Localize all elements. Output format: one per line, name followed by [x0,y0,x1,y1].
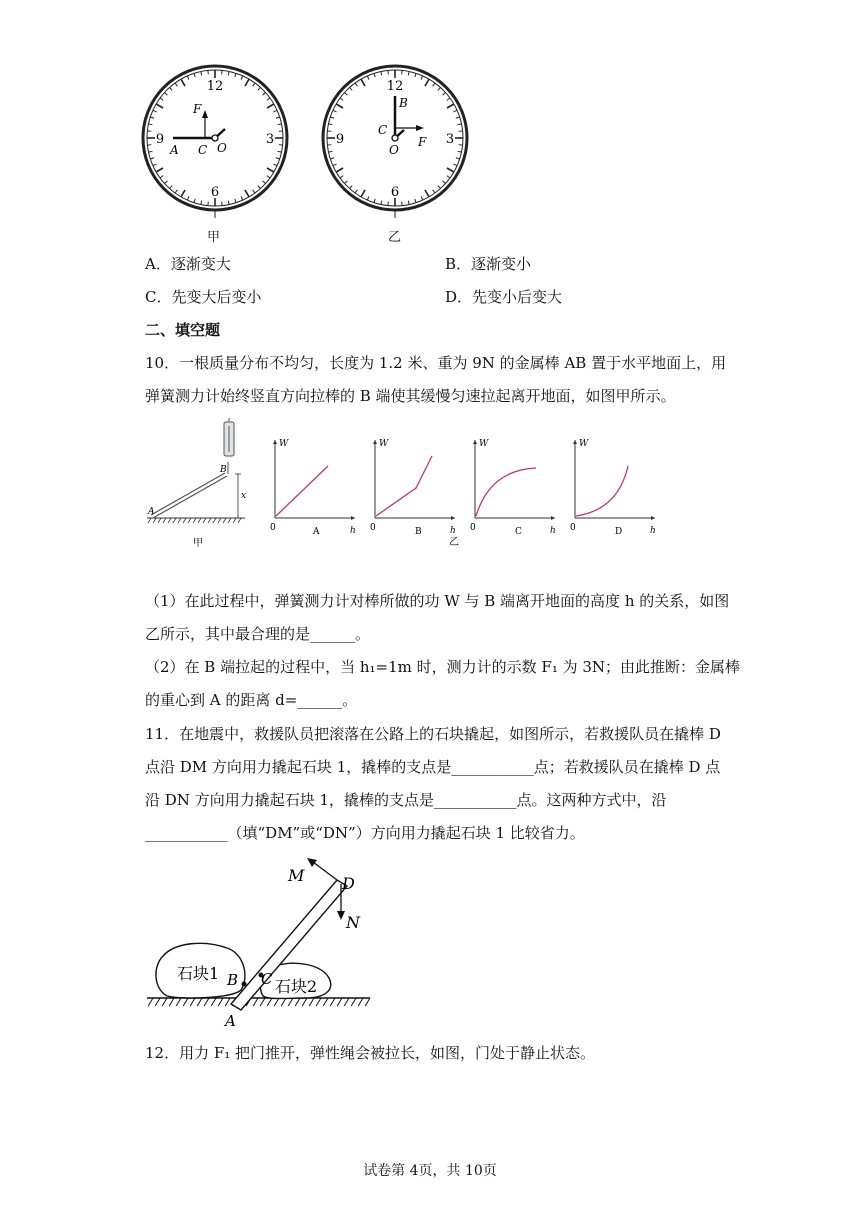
option-b: B．逐渐变小 [445,255,532,273]
q10-line1: 10．一根质量分布不均匀，长度为 1.2 米、重为 9N 的金属棒 AB 置于水平地面上，用 [145,354,727,372]
graph-a [270,439,356,537]
page-footer: 试卷第 4页，共 10页 [363,1163,497,1179]
svg-text:h: h [650,526,656,536]
clock-number-3: 3 [265,132,275,147]
label-O: O [217,141,227,155]
label-A: A [170,143,179,157]
option-d: D．先变小后变大 [445,288,563,306]
clock-right-caption: 乙 [388,230,402,245]
jia-caption: 甲 [193,538,203,549]
clock-figure-left [140,50,290,225]
label-A: A [225,1012,236,1030]
option-c: C．先变大后变小 [145,288,262,306]
clock-number-12: 12 [206,79,224,94]
q12-line1: 12．用力 F₁ 把门推开，弹性绳会被拉长，如图，门处于静止状态。 [145,1044,596,1062]
section-title: 二、填空题 [145,321,221,339]
rod-label-B: B [220,465,227,475]
q10-line2: 弹簧测力计始终竖直方向拉棒的 B 端使其缓慢匀速拉起离开地面，如图甲所示。 [145,387,676,405]
yi-caption: 乙 [449,537,459,548]
label-N: N [346,913,360,932]
svg-text:0: 0 [270,523,276,533]
rod-label-x: x [241,491,247,501]
graph-letter-b: B [415,527,422,537]
label-C: C [378,123,388,137]
svg-text:0: 0 [470,523,476,533]
q10-sub1-line1: （1）在此过程中，弹簧测力计对棒所做的功 W 与 B 端离开地面的高度 h 的关系，如图 [145,592,730,610]
svg-text:W: W [479,439,489,449]
clock-figure-right [320,50,470,225]
option-a: A．逐渐变大 [145,255,231,273]
label-C: C [261,970,273,988]
graph-d [570,439,656,537]
clock-number-12: 12 [386,79,404,94]
label-O: O [389,143,399,157]
rod-diagram [147,418,246,549]
label-D: D [342,874,355,893]
svg-text:W: W [379,439,389,449]
graph-b [370,439,456,537]
q11-line4: ___________（填“DM”或“DN”）方向用力撬起石块 1 比较省力。 [145,824,585,842]
q11-line2: 点沿 DM 方向用力撬起石块 1，撬棒的支点是___________点；若救援队员在撬棒 D 点 [145,758,721,776]
svg-text:W: W [579,439,589,449]
clock-number-3: 3 [445,132,455,147]
label-M: M [288,866,305,885]
label-C: C [198,143,208,157]
rod-label-A: A [148,507,155,517]
label-B: B [227,971,239,989]
label-B: B [399,96,408,110]
label-rock2: 石块2 [275,977,318,996]
svg-text:h: h [450,526,456,536]
svg-text:h: h [350,526,356,536]
svg-text:W: W [279,439,289,449]
q10-sub2-line2: 的重心到 A 的距离 d=______。 [145,691,358,709]
label-rock1: 石块1 [177,964,220,983]
graph-letter-a: A [313,527,320,537]
graph-letter-d: D [615,527,623,537]
q11-lever-figure [145,858,385,1030]
svg-text:0: 0 [570,523,576,533]
q10-sub2-line1: （2）在 B 端拉起的过程中，当 h₁=1m 时，测力计的示数 F₁ 为 3N；由此推断：金属棒 [145,658,741,676]
clock-number-6: 6 [210,185,220,200]
label-F: F [193,102,202,116]
q11-line1: 11．在地震中，救援队员把滚落在公路上的石块撬起，如图所示，若救援队员在撬棒 D [145,725,721,743]
graph-c [470,439,556,537]
label-F: F [418,135,427,149]
clock-number-6: 6 [390,185,400,200]
svg-text:h: h [550,526,556,536]
q10-figure [145,418,665,553]
svg-text:0: 0 [370,523,376,533]
clock-number-9: 9 [155,132,165,147]
graph-letter-c: C [515,527,522,537]
q11-line3: 沿 DN 方向用力撬起石块 1，撬棒的支点是___________点。这两种方式中，沿 [145,791,667,809]
q10-sub1-line2: 乙所示，其中最合理的是______。 [145,625,371,643]
clock-left-caption: 甲 [207,230,221,245]
clock-number-9: 9 [335,132,345,147]
